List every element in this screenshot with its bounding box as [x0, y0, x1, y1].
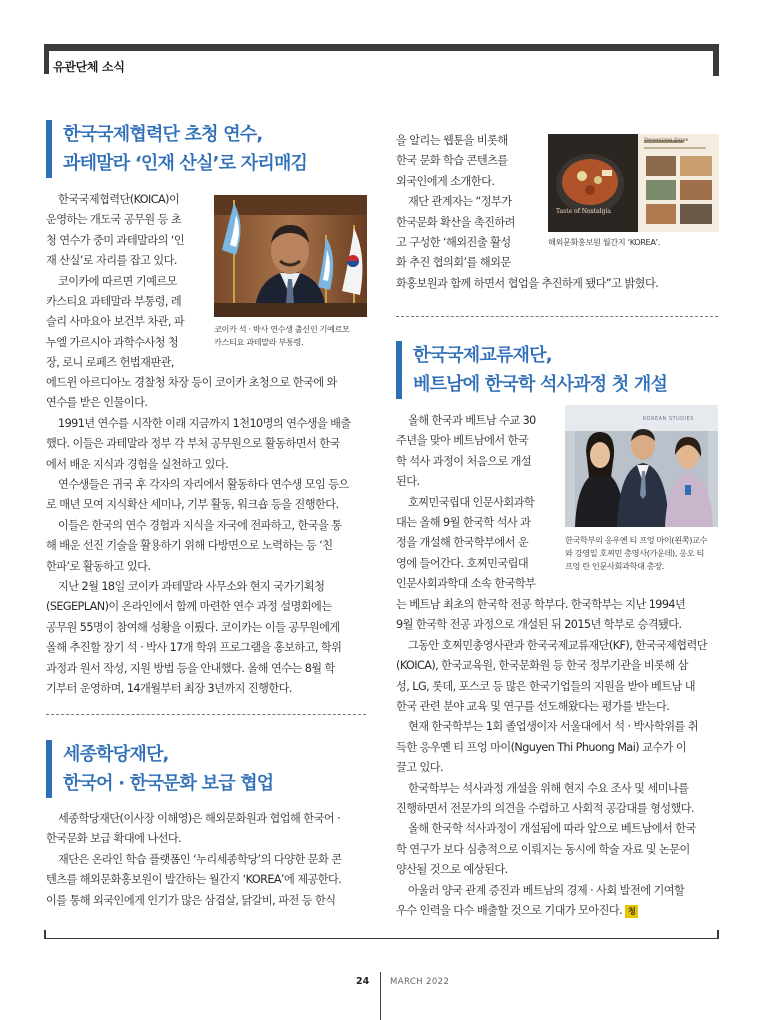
- article1-title-line1: 한국국제협력단 초청 연수,: [63, 124, 263, 145]
- footer-rule-left-tick: [44, 930, 46, 939]
- caption-line: 한국학부의 응우옌 티 프엉 마이(왼쪽)교수: [565, 535, 708, 545]
- paragraph-line: [396, 901, 718, 921]
- paragraph-line: 정을 개설해 한국학부에서 운: [396, 536, 529, 550]
- paragraph-line: 끌고 있다.: [396, 761, 444, 775]
- paragraph-line: 한국문화 확산을 촉진하려: [396, 215, 515, 229]
- paragraph-line: 한국문화 보급 확대에 나선다.: [46, 832, 182, 846]
- paragraph-line: 그동안 호찌민총영사관과 한국국제교류재단(KF), 한국국제협력단: [408, 638, 708, 652]
- caption-line: 카스티요 과테말라 부통령.: [214, 337, 304, 347]
- caption-line: 프엉 란 인문사회과학대 총장.: [565, 561, 664, 571]
- paragraph-line: 텐츠를 해외문화홍보원이 발간하는 월간지 ‘KOREA’에 제공한다.: [46, 873, 342, 887]
- paragraph-line: 성, LG, 롯데, 포스코 등 많은 한국기업들의 지원을 받아 베트남 내: [396, 679, 696, 693]
- paragraph-line: 한국학부는 석사과정 개설을 위해 현지 수요 조사 및 세미나를: [408, 781, 689, 795]
- article2-continued-text: [396, 131, 536, 274]
- article3-title-line2: 베트남에 한국학 석사과정 첫 개설: [413, 374, 668, 395]
- paragraph-line: 로 매년 모여 지식확산 세미나, 기부 활동, 워크숍 등을 진행한다.: [46, 498, 339, 512]
- header-bar-left-edge: [44, 44, 49, 74]
- paragraph-line: 을 알리는 웹툰을 비롯해: [396, 134, 508, 147]
- paragraph-line: 인문사회과학대 소속 한국학부: [396, 577, 536, 591]
- heading-accent-bar: [46, 120, 52, 178]
- paragraph-line: 된다.: [396, 475, 420, 489]
- article1-wrap-text: [46, 190, 208, 374]
- paragraph-line: 학 연구가 보다 심층적으로 이뤄지는 동시에 학술 자료 및 논문이: [396, 842, 690, 856]
- paragraph-line: 주년을 맞아 베트남에서 한국: [396, 434, 529, 448]
- paragraph-line: 올해 한국학 석사과정이 개설됨에 따라 앞으로 베트남에서 한국: [408, 822, 696, 836]
- photo-backdrop-sign: KOREAN STUDIES: [643, 416, 694, 422]
- paragraph-line: 영에 들어간다. 호찌민국립대: [396, 556, 529, 570]
- paragraph-line: 한국 문화 학습 콘텐츠를: [396, 154, 508, 168]
- caption-line: 코이카 석 · 박사 연수생 출신인 기예르모: [214, 324, 350, 334]
- paragraph-line: 청 연수가 중미 과테말라의 ‘인: [46, 233, 185, 247]
- paragraph-line: 한국국제협력단(KOICA)이: [58, 193, 180, 206]
- article2-title-line2: 한국어 · 한국문화 보급 협업: [63, 773, 274, 794]
- paragraph-line: 코이카에 따르면 기예르모: [58, 274, 177, 288]
- paragraph-line: 고 구성한 ‘해외진출 활성: [396, 236, 511, 250]
- paragraph-line: 기부터 운영하며, 14개월부터 최장 3년까지 진행한다.: [46, 682, 292, 696]
- header-bar-right-edge: [713, 44, 719, 76]
- magazine-page-title: Dwaenjang Jjigae: [644, 137, 689, 143]
- article1-title-line2: 과테말라 ‘인재 산실’로 자리매김: [63, 153, 308, 174]
- article2-closing-text: [396, 274, 718, 294]
- paragraph-line: 재 산실’로 자리를 잡고 있다.: [46, 254, 177, 268]
- paragraph-line: 화 추진 협의회’를 해외문: [396, 256, 511, 270]
- paragraph-line: 카스티요 과테말라 부통령, 레: [46, 295, 182, 309]
- paragraph-line: 한국 관련 분야 교육 및 연구를 선도해왔다는 평가를 받는다.: [396, 700, 670, 714]
- vice-president-photo: [214, 195, 367, 317]
- paragraph-line: 세종학당재단(이사장 이해영)은 해외문화원과 협업해 한국어 ·: [58, 812, 341, 825]
- paragraph-line: 한파’로 활동하고 있다.: [46, 559, 151, 573]
- heading-accent-bar: [396, 341, 402, 399]
- vietnam-group-illustration: [565, 405, 718, 527]
- paragraph-line: 외국인에게 소개한다.: [396, 174, 495, 188]
- end-mark-icon: 청: [625, 905, 638, 918]
- paragraph-line: (SEGEPLAN)이 온라인에서 함께 마련한 연수 과정 설명회에는: [46, 600, 332, 614]
- paragraph-line: 연수를 받은 인물이다.: [46, 396, 148, 410]
- paragraph-line: 운영하는 개도국 공무원 등 초: [46, 213, 182, 227]
- paragraph-line: 지난 2월 18일 코이카 과테말라 사무소와 현지 국가기획청: [58, 580, 325, 594]
- article3-title-line1: 한국국제교류재단,: [413, 345, 552, 366]
- heading-accent-bar: [46, 740, 52, 798]
- article-divider: [46, 714, 366, 715]
- paragraph-line: (KOICA), 한국교육원, 한국문화원 등 한국 정부기관을 비롯해 삼: [396, 659, 688, 673]
- paragraph-line: 1991년 연수를 시작한 이래 지금까지 1천10명의 연수생을 배출: [58, 416, 351, 430]
- paragraph-line: 과정과 원서 작성, 지원 방법 등을 안내했다. 올해 연수는 8월 학: [46, 661, 335, 675]
- vice-president-photo-illustration: [214, 195, 367, 317]
- section-label: 유관단체 소식: [53, 60, 125, 74]
- paragraph-line: 대는 올해 9월 한국학 석사 과: [396, 516, 531, 530]
- paragraph-line: 연수생들은 귀국 후 각자의 자리에서 활동하다 연수생 모임 등으: [58, 478, 349, 492]
- paragraph-line: 학 석사 과정이 처음으로 개설: [396, 454, 532, 468]
- article2-heading: [46, 740, 273, 798]
- footer-rule: [44, 938, 719, 939]
- article2-title-line1: 세종학당재단,: [63, 744, 169, 765]
- paragraph-line: 에서 배운 지식과 경험을 실천하고 있다.: [46, 457, 229, 471]
- page-number: 24: [356, 976, 370, 987]
- article1-heading: [46, 120, 307, 178]
- paragraph-line: 공무원 55명이 참여해 성황을 이뤘다. 코이카는 이들 공무원에게: [46, 620, 340, 634]
- header-bar: [44, 44, 719, 51]
- paragraph-line: 해 배운 선진 기술을 활용하기 위해 다방면으로 노력하는 등 ‘친: [46, 539, 333, 553]
- footer-rule-right-tick: [717, 930, 719, 939]
- article3-body-text: [396, 595, 718, 922]
- paragraph-line: 재단은 온라인 학습 플랫폼인 ‘누리세종학당’의 다양한 문화 콘: [58, 852, 342, 866]
- final-sentence: 우수 인력을 다수 배출할 것으로 기대가 모아진다.: [396, 904, 623, 918]
- paragraph-line: 9월 한국학 전공 과정으로 개설된 뒤 2015년 학부로 승격됐다.: [396, 618, 682, 632]
- paragraph-line: 슬리 사마요아 보건부 차관, 파: [46, 315, 185, 329]
- paragraph-line: 는 베트남 최초의 한국학 전공 학부다. 한국학부는 지난 1994년: [396, 598, 686, 611]
- paragraph-line: 재단 관계자는 “정부가: [408, 195, 512, 209]
- paragraph-line: 이들은 한국의 연수 경험과 지식을 자국에 전파하고, 한국을 통: [58, 518, 342, 532]
- paragraph-line: 득한 응우옌 티 프엉 마이(Nguyen Thi Phuong Mai) 교수가 이: [396, 740, 687, 754]
- paragraph-line: 이를 통해 외국인에게 인기가 많은 삼겹살, 닭갈비, 파전 등 한식: [46, 893, 336, 907]
- issue-label: MARCH 2022: [390, 977, 450, 987]
- vietnam-group-photo: [565, 405, 718, 527]
- korea-magazine-photo: [548, 134, 719, 232]
- article3-photo-caption: [565, 534, 707, 573]
- paragraph-line: 올해 추진할 장기 석 · 박사 17개 학위 프로그램을 홍보하고, 학위: [46, 641, 342, 655]
- paragraph-line: 장, 로니 로페즈 헌법재판관,: [46, 356, 174, 370]
- article1-body-text: [46, 373, 368, 700]
- article3-wrap-text: [396, 411, 556, 595]
- paragraph-line: 누엘 가르시아 과학수사청 청: [46, 335, 179, 349]
- paragraph-line: 올해 한국과 베트남 수교 30: [408, 414, 536, 427]
- paragraph-line: 호찌민국립대 인문사회과학: [408, 495, 535, 509]
- paragraph-line: 에드윈 아르디아노 경찰청 차장 등이 코이카 초청으로 한국에 와: [46, 376, 337, 389]
- footer-divider: [380, 972, 381, 1020]
- korea-magazine-illustration: [548, 134, 719, 232]
- paragraph-line: 진행하면서 전문가의 의견을 수렴하고 사회적 공감대를 형성했다.: [396, 802, 694, 816]
- article2-body-text: [46, 809, 368, 911]
- magazine-cover-title: Taste of Nostalgia: [556, 208, 611, 215]
- paragraph-line: 했다. 이들은 과테말라 정부 각 부처 공무원으로 활동하면서 한국: [46, 437, 340, 451]
- paragraph-line: 화홍보원과 함께 하면서 협업을 추진하게 됐다”고 밝혔다.: [396, 277, 659, 290]
- paragraph-line: 양산될 것으로 예상된다.: [396, 863, 508, 877]
- article1-photo-caption: [214, 323, 350, 349]
- article3-heading: [396, 341, 667, 399]
- paragraph-line: 아울러 양국 관계 증진과 베트남의 경제 · 사회 발전에 기여할: [408, 883, 685, 897]
- paragraph-line: 현재 한국학부는 1회 졸업생이자 서울대에서 석 · 박사학위를 취: [408, 720, 699, 734]
- caption-line: 와 강영일 호찌민 총영사(가운데), 응오 티: [565, 548, 704, 558]
- article-divider: [396, 316, 718, 317]
- article2-photo-caption: 해외문화홍보원 월간지 ‘KOREA’.: [548, 237, 660, 247]
